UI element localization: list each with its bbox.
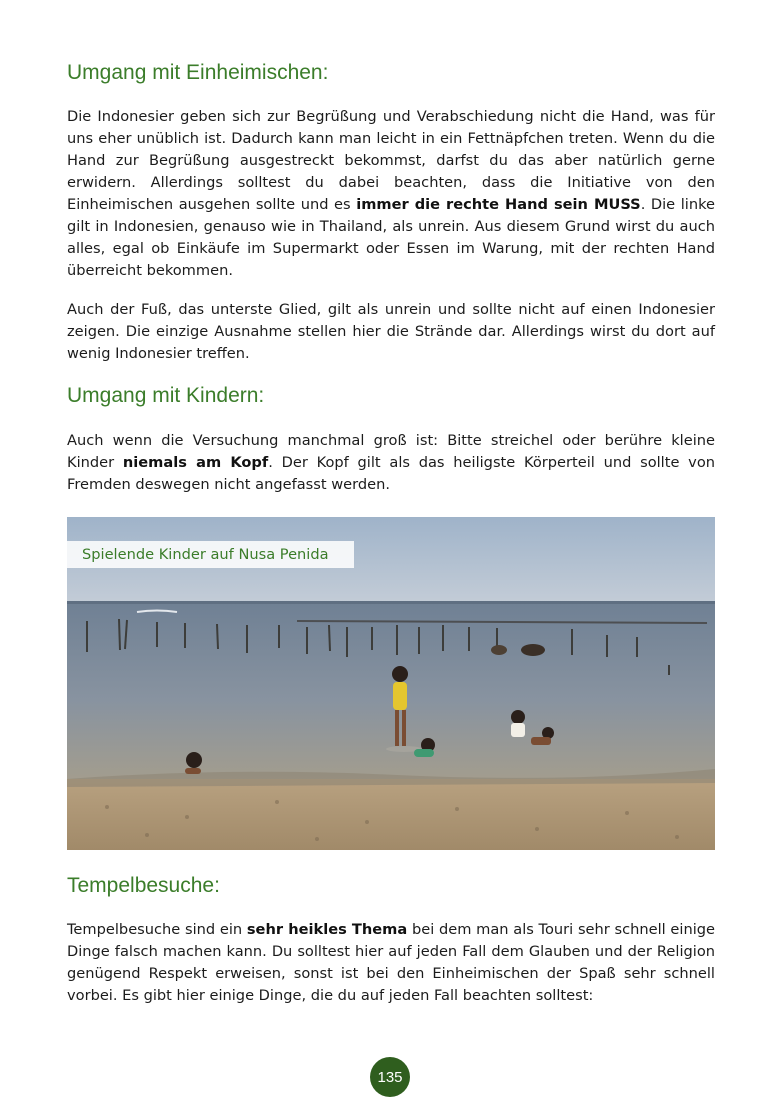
page-number: 135 [377, 1068, 403, 1086]
photo-caption: Spielende Kinder auf Nusa Penida [67, 541, 354, 568]
child-left [185, 752, 202, 774]
paragraph-foot [67, 299, 715, 365]
emphasis-text: immer die rechte Hand sein MUSS [356, 196, 641, 213]
paragraph-text: Die Indonesier geben sich zur Begrüßung und Verabschiedung nicht die Hand, was für uns eher unüblich ist. Dadurch kann man leicht in ein Fettnäpfchen treten. Wenn du die Hand zur Begrüßung ausgestreckt bekommst, darfst du das aber natürlich gerne erwidern. Allerdings solltest du dabei beachten, dass die Initiative von den Einheimischen ausgehen sollte und es [67, 108, 715, 213]
paragraph-text: Auch der Fuß, das unterste Glied, gilt als unrein und sollte nicht auf einen Indonesier zeigen. Die einzige Ausnahme stellen hier die Strände dar. Allerdings wirst du dort auf wenig Indonesier treffen. [67, 301, 715, 362]
paragraph-text: Tempelbesuche sind ein [67, 921, 247, 938]
paragraph-text: Auch wenn die Versuchung manchmal groß ist: Bitte streichel oder berühre kleine Kinder [67, 432, 715, 471]
section-heading-tempel: Tempelbesuche: [67, 874, 220, 897]
paragraph-greeting [67, 106, 715, 282]
emphasis-text: sehr heikles Thema [246, 921, 408, 938]
paragraph-text: . Die linke gilt in Indonesien, genauso wie in Thailand, als unrein. Aus diesem Grund wirst du auch alles, egal ob Einkäufe im Supermarkt oder Essen im Warung, mit der rechten Hand überreicht bekommen. [67, 196, 715, 279]
paragraph-text: . Der Kopf gilt als das heiligste Körperteil und sollte von Fremden deswegen nicht angefasst werden. [67, 454, 716, 493]
section-heading-kinder: Umgang mit Kindern: [67, 384, 265, 407]
section-heading-einheimische: Umgang mit Einheimischen: [67, 61, 329, 84]
paragraph-children [67, 430, 715, 496]
beach-photo [67, 517, 715, 850]
paragraph-temples [67, 919, 715, 1007]
emphasis-text: niemals am Kopf [122, 454, 269, 471]
page-number-badge [370, 1057, 410, 1097]
paragraph-text: bei dem man als Touri sehr schnell einige Dinge falsch machen kann. Du solltest hier auf jeden Fall dem Glauben und der Religion genügend Respekt erweisen, sonst ist bei den Einheimischen der Spaß sehr schnell vorbei. Es gibt hier einige Dinge, die du auf jeden Fall beachten solltest: [67, 921, 715, 1004]
